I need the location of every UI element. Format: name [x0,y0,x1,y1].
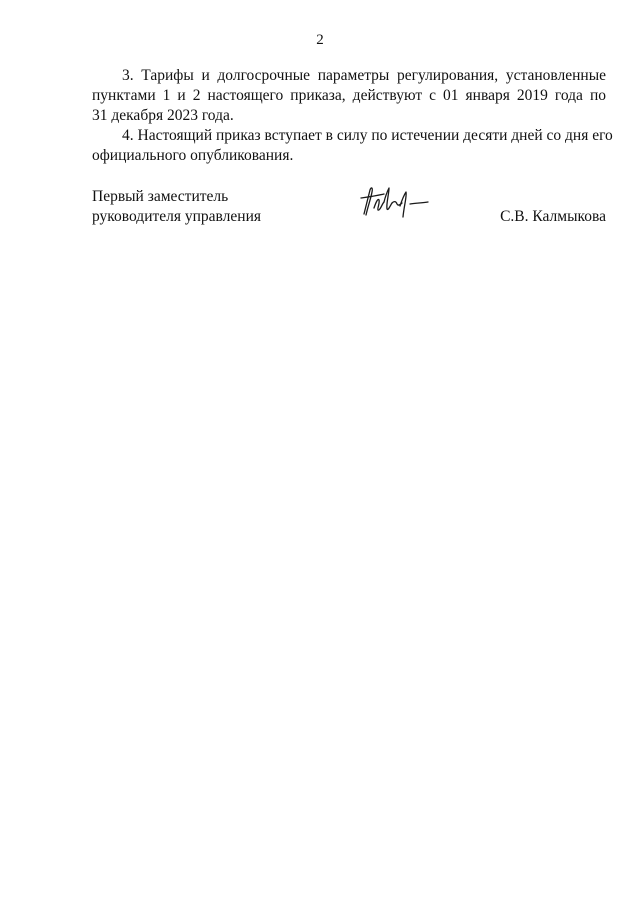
paragraph-line: пунктами 1 и 2 настоящего приказа, действуют с 01 января 2019 года по [92,87,606,104]
paragraph-line: официального опубликования. [92,147,294,164]
paragraph-line: 31 декабря 2023 года. [92,107,234,124]
paragraph-tariffs [92,66,606,126]
signatory-position [92,187,261,227]
signatory-name: С.В. Калмыкова [500,208,606,225]
document-body [92,66,613,166]
paragraph-effective-date [92,126,613,166]
handwritten-signature [356,184,432,224]
signatory-position-line: руководителя управления [92,208,262,225]
page-number: 2 [316,32,324,48]
paragraph-line: 4. Настоящий приказ вступает в силу по истечении десяти дней со дня его [122,127,613,144]
paragraph-line: 3. Тарифы и долгосрочные параметры регулирования, установленные [122,67,606,84]
signatory-position-line: Первый заместитель [92,188,229,205]
